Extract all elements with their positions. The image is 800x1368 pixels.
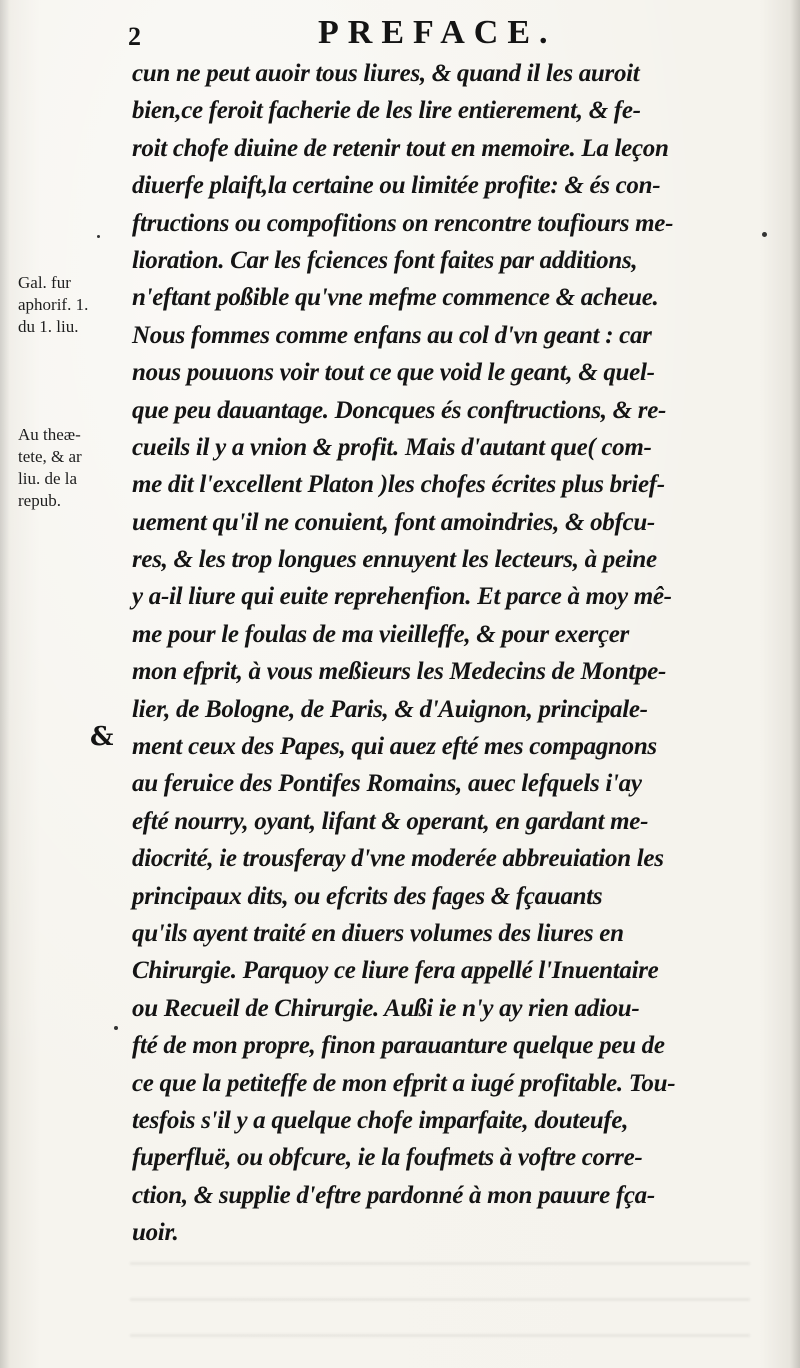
text-line: lioration. Car les fciences font faites par additions,	[132, 246, 638, 274]
page-number: 2	[128, 22, 141, 51]
text-line: au feruice des Pontifes Romains, auec lefquels i'ay	[132, 770, 642, 798]
text-line: efté nourry, oyant, lifant & operant, en gardant me-	[132, 807, 649, 835]
text-line: mon efprit, à vous meßieurs les Medecins de Montpe-	[132, 658, 666, 686]
page-right-edge-shadow	[790, 0, 800, 1368]
text-line: uement qu'il ne conuient, font amoindries, & obfcu-	[132, 508, 655, 536]
margin-note-galen	[18, 272, 128, 338]
text-line: cueils il y a vnion & profit. Mais d'autant que( com-	[132, 433, 652, 461]
text-line: principaux dits, ou efcrits des fages & fçauants	[132, 882, 603, 910]
text-line: ction, & supplie d'eftre pardonné à mon pauure fça-	[132, 1181, 655, 1209]
text-line: roit chofe diuine de retenir tout en memoire. La leçon	[132, 134, 669, 162]
ink-speck	[97, 235, 100, 238]
text-line: res, & les trop longues ennuyent les lecteurs, à peine	[132, 546, 657, 574]
margin-note-line: Gal. fur	[18, 273, 71, 292]
margin-note-plato	[18, 424, 128, 512]
text-line: bien,ce feroit facherie de les lire entierement, & fe-	[132, 97, 641, 125]
ink-speck	[762, 232, 767, 237]
margin-note-line: liu. de la	[18, 469, 78, 488]
preface-body-text	[132, 55, 760, 1252]
running-head: PREFACE.	[318, 14, 557, 51]
text-line: nous pouuons voir tout ce que void le geant, & quel-	[132, 359, 655, 387]
text-line: tesfois s'il y a quelque chofe imparfaite, douteufe,	[132, 1106, 629, 1134]
text-line: ment ceux des Papes, qui auez efté mes compagnons	[132, 733, 657, 761]
text-line: qu'ils ayent traité en diuers volumes des liures en	[132, 919, 624, 947]
text-line: Chirurgie. Parquoy ce liure fera appellé l'Inuentaire	[132, 957, 659, 985]
text-line: Nous fommes comme enfans au col d'vn geant : car	[132, 321, 652, 349]
text-line: me dit l'excellent Platon )les chofes écrites plus brief-	[132, 471, 665, 499]
text-line: me pour le foulas de ma vieilleffe, & pour exerçer	[132, 620, 629, 648]
page-left-edge-shadow	[0, 0, 10, 1368]
margin-note-line: repub.	[18, 491, 61, 510]
text-line: diuerfe plaift,la certaine ou limitée profite: & és con-	[132, 172, 661, 200]
text-line: uoir.	[132, 1219, 179, 1247]
show-through-bleed	[130, 1262, 750, 1352]
text-line: ou Recueil de Chirurgie. Außi ie n'y ay rien adiou-	[132, 994, 640, 1022]
text-line: que peu dauantage. Doncques és conftructions, & re-	[132, 396, 667, 424]
text-line: n'eftant poßible qu'vne mefme commence & acheue.	[132, 284, 659, 312]
margin-note-line: du 1. liu.	[18, 317, 79, 336]
ink-speck	[114, 1026, 118, 1030]
text-line: lier, de Bologne, de Paris, & d'Auignon, principale-	[132, 695, 648, 723]
text-line: fté de mon propre, finon parauanture quelque peu de	[132, 1032, 665, 1060]
text-line: y a-il liure qui euite reprehenfion. Et parce à moy mê-	[132, 583, 672, 611]
ampersand-ornament: &	[90, 722, 114, 752]
margin-note-line: aphorif. 1.	[18, 295, 89, 314]
text-line: fuperfluë, ou obfcure, ie la foufmets à voftre corre-	[132, 1144, 643, 1172]
text-line: cun ne peut auoir tous liures, & quand il les auroit	[132, 60, 640, 87]
text-line: ftructions ou compofitions on rencontre toufiours me-	[132, 209, 674, 237]
margin-note-line: Au theæ-	[18, 425, 81, 444]
margin-note-line: tete, & ar	[18, 447, 82, 466]
text-line: ce que la petiteffe de mon efprit a iugé profitable. Tou-	[132, 1069, 676, 1097]
text-line: diocrité, ie trousferay d'vne moderée abbreuiation les	[132, 845, 664, 873]
